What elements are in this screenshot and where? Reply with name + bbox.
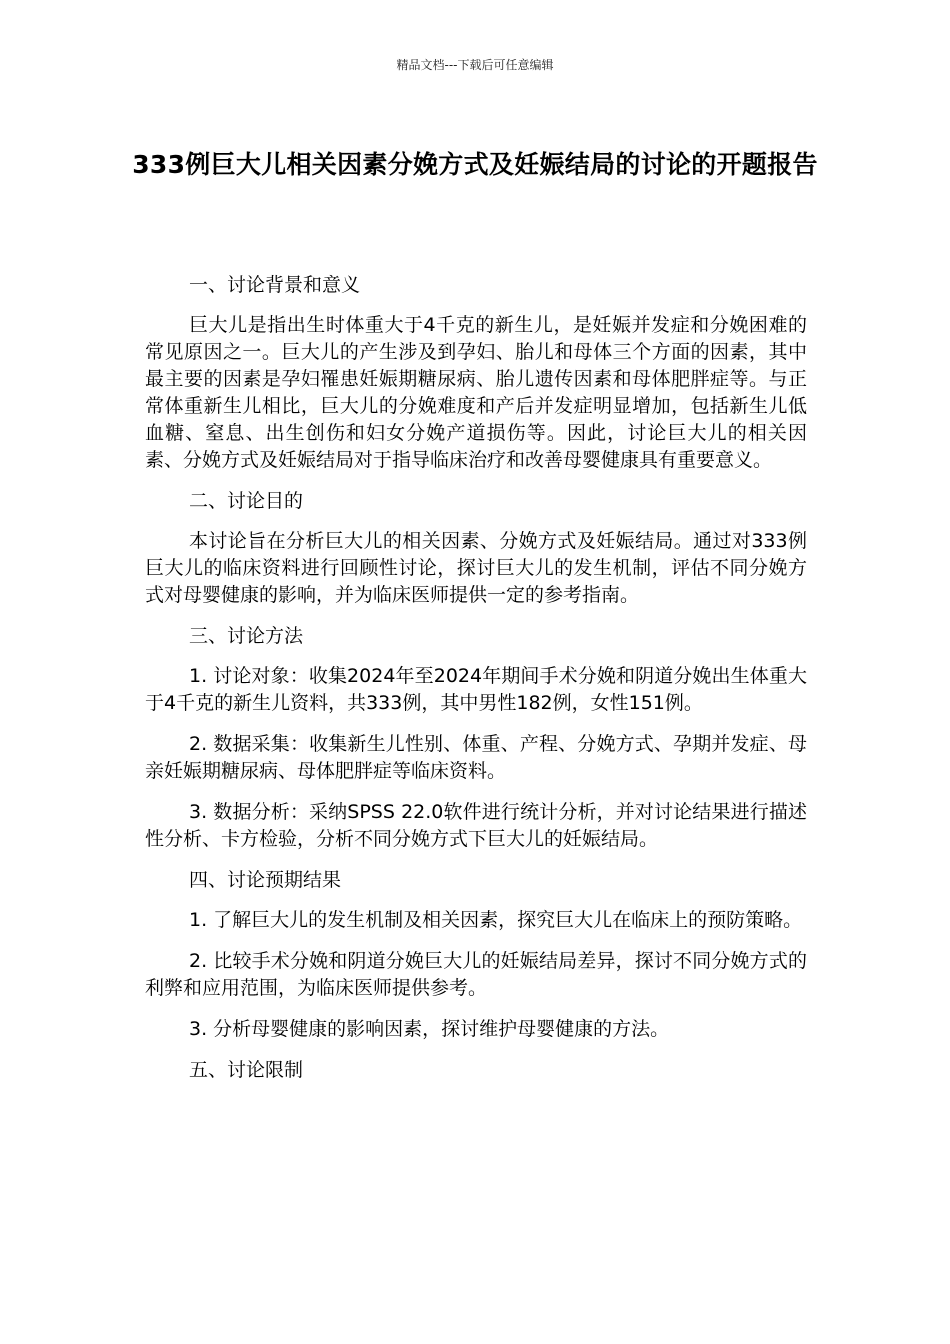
list-item-expected-2: 2. 比较手术分娩和阴道分娩巨大儿的妊娠结局差异，探讨不同分娩方式的利弊和应用范围，为临床医师提供参考。 [145,950,807,999]
list-item-method-analysis: 3. 数据分析：采纳SPSS 22.0软件进行统计分析，并对讨论结果进行描述性分析、卡方检验，分析不同分娩方式下巨大儿的妊娠结局。 [145,801,807,850]
header-note: 精品文档---下载后可任意编辑 [396,58,554,72]
paragraph-background: 巨大儿是指出生时体重大于4千克的新生儿，是妊娠并发症和分娩困难的常见原因之一。巨大儿的产生涉及到孕妇、胎儿和母体三个方面的因素，其中最主要的因素是孕妇罹患妊娠期糖尿病、胎儿遗传因素和母体肥胖症等。与正常体重新生儿相比，巨大儿的分娩难度和产后并发症明显增加，包括新生儿低血糖、窒息、出生创伤和妇女分娩产道损伤等。因此，讨论巨大儿的相关因素、分娩方式及妊娠结局对于指导临床治疗和改善母婴健康具有重要意义。 [145,314,807,471]
list-item-method-data-collection: 2. 数据采集：收集新生儿性别、体重、产程、分娩方式、孕期并发症、母亲妊娠期糖尿病、母体肥胖症等临床资料。 [145,733,807,782]
list-item-method-subjects: 1. 讨论对象：收集2024年至2024年期间手术分娩和阴道分娩出生体重大于4千克的新生儿资料，共333例，其中男性182例，女性151例。 [145,665,807,714]
document-title: 333例巨大儿相关因素分娩方式及妊娠结局的讨论的开题报告 [132,150,818,179]
section-heading-purpose: 二、讨论目的 [189,490,304,512]
list-item-expected-1: 1. 了解巨大儿的发生机制及相关因素，探究巨大儿在临床上的预防策略。 [189,909,803,931]
section-heading-limitations: 五、讨论限制 [189,1059,304,1081]
section-heading-methods: 三、讨论方法 [189,625,304,647]
section-heading-background: 一、讨论背景和意义 [189,274,361,296]
section-heading-expected-results: 四、讨论预期结果 [189,869,342,891]
paragraph-purpose: 本讨论旨在分析巨大儿的相关因素、分娩方式及妊娠结局。通过对333例巨大儿的临床资料进行回顾性讨论，探讨巨大儿的发生机制，评估不同分娩方式对母婴健康的影响，并为临床医师提供一定的参考指南。 [145,530,807,606]
list-item-expected-3: 3. 分析母婴健康的影响因素，探讨维护母婴健康的方法。 [189,1018,670,1040]
document-body [145,272,807,1097]
